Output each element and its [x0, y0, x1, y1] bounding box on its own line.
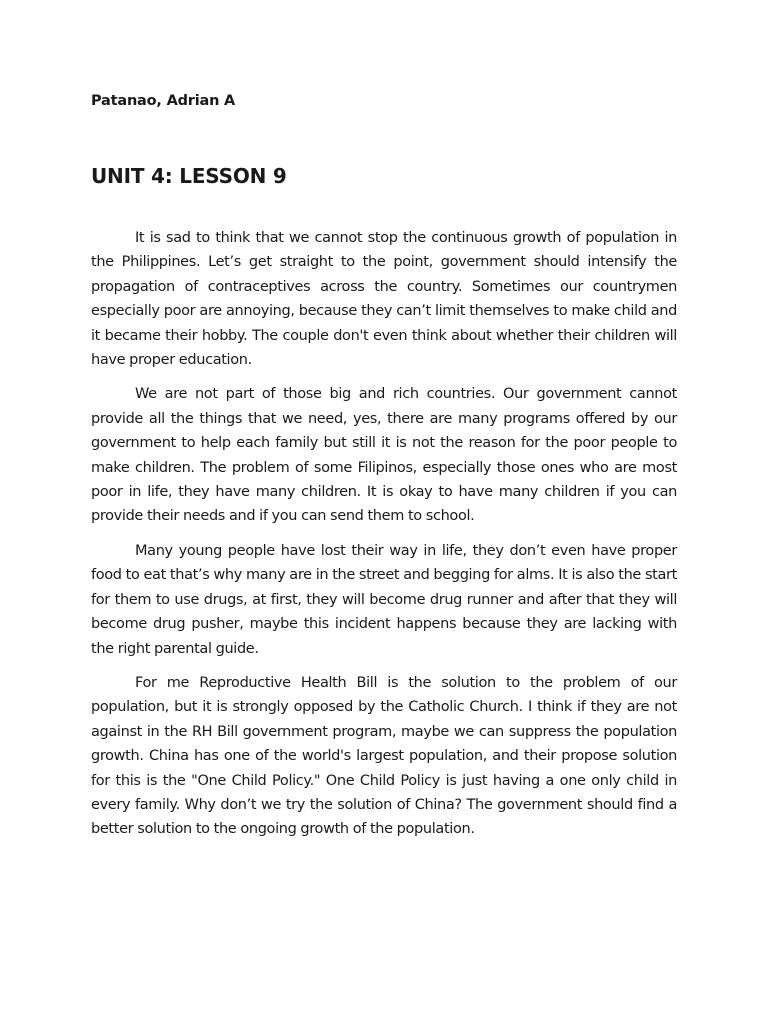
page-title: UNIT 4: LESSON 9	[91, 164, 287, 188]
document-body	[91, 226, 677, 852]
paragraph-4: For me Reproductive Health Bill is the solution to the problem of our population, but it is strongly opposed by the Catholic Church. I think if they are not against in the RH Bill government program, maybe we can suppress the population growth. China has one of the world's largest population, and their propose solution for this is the "One Child Policy." One Child Policy is just having a one only child in every family. Why don’t we try the solution of China? The government should find a better solution to the ongoing growth of the population.	[91, 674, 677, 838]
paragraph-2: We are not part of those big and rich countries. Our government cannot provide all the things that we need, yes, there are many programs offered by our government to help each family but still it is not the reason for the poor people to make children. The problem of some Filipinos, especially those ones who are most poor in life, they have many children. It is okay to have many children if you can provide their needs and if you can send them to school.	[91, 386, 677, 525]
author-name: Patanao, Adrian A	[91, 93, 236, 109]
paragraph-1: It is sad to think that we cannot stop the continuous growth of population in the Philippines. Let’s get straight to the point, government should intensify the propagation of contraceptives across the country. Sometimes our countrymen especially poor are annoying, because they can’t limit themselves to make child and it became their hobby. The couple don't even think about whether their children will have proper education.	[91, 230, 677, 369]
paragraph-3: Many young people have lost their way in life, they don’t even have proper food to eat that’s why many are in the street and begging for alms. It is also the start for them to use drugs, at first, they will become drug runner and after that they will become drug pusher, maybe this incident happens because they are lacking with the right parental guide.	[91, 542, 677, 657]
